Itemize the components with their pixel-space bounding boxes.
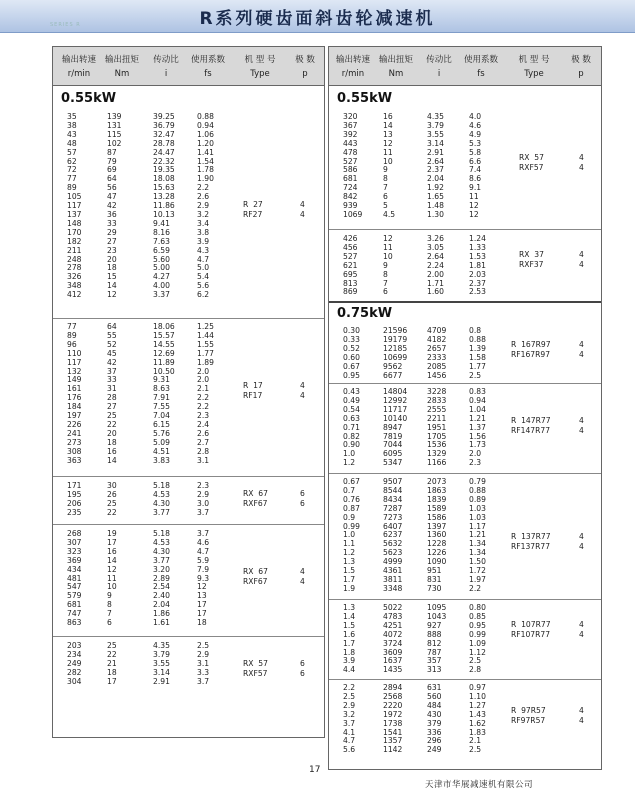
speed-column: 35 38 43 48 57 62 72 77 89 105 117 137 148 170 182 211 248 278 326 348 412 <box>67 112 82 300</box>
fs-column: 0.80 0.85 0.95 0.99 1.09 1.12 2.5 2.8 <box>469 603 486 675</box>
ratio-column: 5.18 4.53 4.30 3.77 3.20 2.89 2.54 2.40 2.04 1.86 1.61 <box>153 529 170 628</box>
pole-count: 4 4 <box>579 250 584 269</box>
speed-column: 1.3 1.4 1.5 1.6 1.7 1.8 3.9 4.4 <box>343 603 356 675</box>
ratio-column: 4.35 3.79 3.55 3.14 2.91 <box>153 641 170 686</box>
fs-column: 2.5 2.9 3.1 3.3 3.7 <box>197 641 210 686</box>
fs-column: 2.3 2.9 3.0 3.7 <box>197 481 210 517</box>
torque-column: 21596 19179 12185 10699 9562 6677 <box>383 326 408 380</box>
speed-column: 0.67 0.7 0.76 0.87 0.9 0.99 1.0 1.1 1.2 1.3 1.5 1.7 1.9 <box>343 477 360 593</box>
torque-column: 25 22 21 18 17 <box>107 641 117 686</box>
pole-count: 4 4 <box>300 567 305 586</box>
left-section-4 <box>53 524 324 637</box>
right-section-7 <box>329 679 601 770</box>
right-section-3 <box>329 301 601 385</box>
model-type: R 27 RF27 <box>243 200 263 219</box>
power-label: 0.75kW <box>337 306 393 321</box>
header-ratio: 传动比 i <box>153 55 179 79</box>
fs-column: 4.0 4.6 4.9 5.3 5.8 6.6 7.4 8.6 9.1 11 12 12 <box>469 112 482 219</box>
company-footer: 天津市华展减速机有限公司 <box>425 780 534 790</box>
fs-column: 0.83 0.94 1.04 1.21 1.37 1.56 1.73 2.0 2.3 <box>469 387 486 468</box>
fs-column: 3.7 4.6 4.7 5.9 7.9 9.3 12 13 17 17 18 <box>197 529 210 628</box>
power-label: 0.55kW <box>337 91 393 106</box>
left-section-2 <box>53 318 324 477</box>
model-type: R 147R77 RF147R77 <box>511 416 551 435</box>
header-torque: 输出扭矩 Nm <box>378 55 413 79</box>
torque-column: 139 131 115 102 87 79 69 64 56 47 42 36 33 29 27 23 20 18 15 14 12 <box>107 112 122 300</box>
speed-column: 268 307 323 369 434 481 547 579 681 747 863 <box>67 529 82 628</box>
model-type: RX 57 RXF57 <box>519 153 544 172</box>
header-type: 机 型 号 Type <box>518 55 550 79</box>
torque-column: 30 26 25 22 <box>107 481 117 517</box>
fs-column: 0.8 0.88 1.39 1.58 1.77 2.5 <box>469 326 486 380</box>
ratio-column: 3.26 3.05 2.64 2.24 2.00 1.71 1.60 <box>427 234 444 297</box>
banner-subtitle: SERIES R <box>50 22 81 28</box>
right-section-6 <box>329 599 601 680</box>
header-poles: 极 数 p <box>571 55 591 79</box>
page-number: 17 <box>309 765 321 775</box>
header-torque: 输出扭矩 Nm <box>104 55 139 79</box>
model-type: RX 37 RXF37 <box>519 250 544 269</box>
right-section-2 <box>329 229 601 302</box>
speed-column: 320 367 392 443 478 527 586 681 724 842 939 1069 <box>343 112 363 219</box>
pole-count: 4 4 <box>579 706 584 725</box>
left-section-1 <box>53 85 324 318</box>
torque-column: 12 11 10 9 8 7 6 <box>383 234 393 297</box>
model-type: R 107R77 RF107R77 <box>511 620 551 639</box>
model-type: R 17 RF17 <box>243 381 263 400</box>
header-type: 机 型 号 Type <box>244 55 276 79</box>
model-type: R 137R77 RF137R77 <box>511 532 551 551</box>
header-speed: 输出转速 r/min <box>335 55 370 79</box>
model-type: R 97R57 RF97R57 <box>511 706 546 725</box>
torque-column: 9507 8544 8434 7287 7273 6407 6237 5632 5623 4999 4361 3811 3348 <box>383 477 403 593</box>
speed-column: 426 456 527 621 695 813 869 <box>343 234 358 297</box>
left-section-5 <box>53 636 324 738</box>
pole-count: 4 4 <box>579 620 584 639</box>
speed-column: 77 89 96 110 117 132 149 161 176 184 197 226 241 273 308 363 <box>67 322 82 465</box>
speed-column: 0.30 0.33 0.52 0.60 0.67 0.95 <box>343 326 360 380</box>
right-table <box>328 46 602 770</box>
torque-column: 5022 4783 4251 4072 3724 3609 1637 1435 <box>383 603 403 675</box>
right-section-1 <box>329 85 601 229</box>
speed-column: 171 195 206 235 <box>67 481 82 517</box>
pole-count: 4 4 <box>579 340 584 359</box>
ratio-column: 2073 1863 1839 1589 1586 1397 1360 1228 1226 1090 951 831 730 <box>427 477 447 593</box>
fs-column: 0.79 0.88 0.89 1.03 1.03 1.17 1.21 1.34 1.34 1.50 1.72 1.97 2.2 <box>469 477 486 593</box>
torque-column: 19 17 16 14 12 11 10 9 8 7 6 <box>107 529 117 628</box>
torque-column: 2894 2568 2220 1972 1738 1541 1357 1142 <box>383 683 403 755</box>
power-label: 0.55kW <box>61 91 117 106</box>
pole-count: 4 4 <box>579 153 584 172</box>
right-table-header <box>329 47 601 86</box>
torque-column: 14804 12992 11717 10140 8947 7819 7044 6095 5347 <box>383 387 408 468</box>
ratio-column: 1095 1043 927 888 812 787 357 313 <box>427 603 447 675</box>
model-type: R 167R97 RF167R97 <box>511 340 551 359</box>
ratio-column: 39.25 36.79 32.47 28.78 24.47 22.32 19.35 18.08 15.63 13.28 11.86 10.13 9.41 8.16 7.63 6.59 5.60 5.00 4.27 4.00 3.37 <box>153 112 175 300</box>
pole-count: 4 4 <box>300 200 305 219</box>
fs-column: 1.25 1.44 1.55 1.77 1.89 2.0 2.0 2.1 2.2 2.2 2.3 2.4 2.6 2.7 2.8 3.1 <box>197 322 214 465</box>
model-type: RX 57 RXF57 <box>243 659 268 678</box>
header-speed: 输出转速 r/min <box>61 55 96 79</box>
ratio-column: 4709 4182 2657 2333 2085 1456 <box>427 326 447 380</box>
header-poles: 极 数 p <box>295 55 315 79</box>
ratio-column: 631 560 484 430 379 336 296 249 <box>427 683 442 755</box>
speed-column: 2.2 2.5 2.9 3.2 3.7 4.1 4.7 5.6 <box>343 683 356 755</box>
pole-count: 6 6 <box>300 659 305 678</box>
ratio-column: 5.18 4.53 4.30 3.77 <box>153 481 170 517</box>
torque-column: 64 55 52 45 42 37 33 31 28 27 25 22 20 18 16 14 <box>107 322 117 465</box>
torque-column: 16 14 13 12 11 10 9 8 7 6 5 4.5 <box>383 112 396 219</box>
fs-column: 1.24 1.33 1.53 1.81 2.03 2.37 2.53 <box>469 234 486 297</box>
right-section-4 <box>329 383 601 474</box>
header-fs: 使用系数 fs <box>463 55 498 79</box>
fs-column: 0.88 0.94 1.06 1.20 1.41 1.54 1.78 1.90 2.2 2.6 2.9 3.2 3.4 3.8 3.9 4.3 4.7 5.0 5.4 5.6 6.2 <box>197 112 214 300</box>
left-table <box>52 46 325 738</box>
header-fs: 使用系数 fs <box>190 55 225 79</box>
header-ratio: 传动比 i <box>426 55 452 79</box>
pole-count: 6 6 <box>300 489 305 508</box>
ratio-column: 18.06 15.57 14.55 12.69 11.89 10.50 9.31 8.63 7.91 7.55 7.04 6.15 5.76 5.09 4.51 3.83 <box>153 322 175 465</box>
title-banner <box>0 0 635 33</box>
right-section-5 <box>329 473 601 600</box>
pole-count: 4 4 <box>579 532 584 551</box>
model-type: RX 67 RXF67 <box>243 489 268 508</box>
pole-count: 4 4 <box>579 416 584 435</box>
ratio-column: 3228 2833 2555 2211 1951 1705 1536 1329 1166 <box>427 387 447 468</box>
ratio-column: 4.35 3.79 3.55 3.14 2.91 2.64 2.37 2.04 1.92 1.65 1.48 1.30 <box>427 112 444 219</box>
fs-column: 0.97 1.10 1.27 1.43 1.62 1.83 2.1 2.5 <box>469 683 486 755</box>
model-type: RX 67 RXF67 <box>243 567 268 586</box>
pole-count: 4 4 <box>300 381 305 400</box>
speed-column: 203 234 249 282 304 <box>67 641 82 686</box>
left-table-header <box>53 47 324 86</box>
page-title: R系列硬齿面斜齿轮减速机 <box>199 9 436 29</box>
left-section-3 <box>53 476 324 525</box>
speed-column: 0.43 0.49 0.54 0.63 0.71 0.82 0.90 1.0 1.2 <box>343 387 360 468</box>
